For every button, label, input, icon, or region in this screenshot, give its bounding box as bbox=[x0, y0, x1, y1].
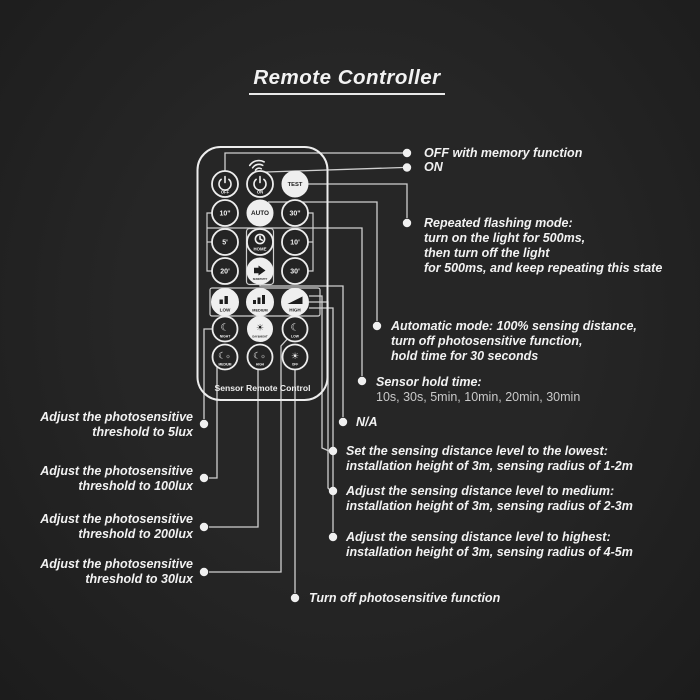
svg-text:☾: ☾ bbox=[253, 350, 262, 361]
dot-dist-medium bbox=[329, 487, 337, 495]
button-lux-high-label: HIGH bbox=[256, 362, 264, 367]
dot-na bbox=[339, 418, 347, 426]
dot-hold-time bbox=[358, 377, 366, 385]
button-distance-high bbox=[282, 289, 309, 316]
button-sensitivity bbox=[247, 258, 273, 284]
button-test bbox=[282, 171, 308, 197]
annotation-dist-medium bbox=[346, 484, 633, 514]
dot-lux100 bbox=[200, 474, 208, 482]
annotation-line: Adjust the photosensitive bbox=[40, 512, 193, 526]
button-day-night-label: DAY&NIGHT bbox=[252, 335, 268, 339]
annotation-subline: 10s, 30s, 5min, 10min, 20min, 30min bbox=[376, 389, 581, 404]
annotation-na bbox=[356, 415, 378, 430]
annotation-line: OFF with memory function bbox=[424, 146, 583, 160]
button-lux-off-label: OFF bbox=[291, 362, 299, 367]
button-5m-label: 5' bbox=[222, 239, 228, 247]
annotation-off-memory bbox=[424, 146, 582, 161]
annotation-automatic bbox=[391, 319, 637, 364]
connector-lux100 bbox=[209, 360, 219, 478]
annotation-photo-off bbox=[309, 591, 500, 606]
annotation-line: installation height of 3m, sensing radius of 1-2m bbox=[346, 458, 633, 473]
annotation-line: then turn off the light bbox=[424, 245, 550, 260]
button-distance-low-label: LOW bbox=[219, 307, 231, 313]
button-off bbox=[212, 171, 238, 197]
annotation-line: threshold to 30lux bbox=[85, 572, 193, 586]
button-lux-low bbox=[283, 317, 308, 342]
button-20m bbox=[212, 258, 238, 284]
annotation-line: installation height of 3m, sensing radius of 2-3m bbox=[346, 498, 633, 513]
annotation-line: threshold to 5lux bbox=[92, 425, 193, 439]
button-night bbox=[213, 317, 238, 342]
button-10m-label: 10' bbox=[290, 239, 300, 247]
button-10m bbox=[282, 229, 308, 255]
wifi-icon bbox=[249, 159, 266, 171]
button-off-label: OFF bbox=[220, 189, 230, 195]
annotation-flashing bbox=[424, 216, 662, 276]
remote-footer-label: Sensor Remote Control bbox=[214, 383, 311, 393]
svg-text:☼: ☼ bbox=[225, 354, 231, 360]
button-on bbox=[247, 171, 273, 197]
annotation-line: Set the sensing distance level to the lowest: bbox=[346, 443, 608, 458]
dot-lux200 bbox=[200, 523, 208, 531]
button-distance-medium-label: MEDIUM bbox=[252, 308, 268, 313]
page-title bbox=[197, 66, 497, 95]
annotation-line: turn on the light for 500ms, bbox=[424, 230, 586, 245]
annotation-line: hold time for 30 seconds bbox=[391, 348, 539, 363]
connector-on bbox=[266, 168, 403, 173]
dot-on bbox=[403, 163, 411, 171]
svg-text:☼: ☼ bbox=[260, 354, 266, 360]
button-night-label: NIGHT bbox=[219, 334, 231, 339]
button-30m bbox=[282, 258, 308, 284]
annotation-dist-highest bbox=[346, 530, 633, 560]
annotation-line: Adjust the photosensitive bbox=[40, 410, 193, 424]
button-lux-medium-label: MEDIUM bbox=[218, 362, 232, 367]
button-home-label: HOME bbox=[253, 246, 267, 252]
button-auto bbox=[247, 200, 273, 226]
annotation-dist-lowest bbox=[346, 444, 633, 474]
button-test-label: TEST bbox=[287, 182, 303, 188]
annotation-line: Adjust the photosensitive bbox=[40, 557, 193, 571]
connector-lux5 bbox=[204, 329, 215, 419]
moon-icon: ☾ bbox=[220, 322, 230, 334]
button-distance-medium bbox=[247, 289, 274, 316]
button-lux-medium bbox=[213, 345, 238, 370]
dot-lux30 bbox=[200, 568, 208, 576]
button-30s-label: 30" bbox=[289, 210, 301, 218]
moon-icon: ☾ bbox=[290, 322, 300, 334]
sun-icon: ☀ bbox=[290, 351, 300, 361]
connector-dist-lowest bbox=[309, 296, 329, 451]
annotation-line: threshold to 200lux bbox=[78, 527, 193, 541]
annotation-line: Adjust the sensing distance level to medium: bbox=[346, 483, 615, 498]
connector-test bbox=[308, 184, 407, 218]
button-10s-label: 10" bbox=[219, 210, 231, 218]
button-day-night bbox=[248, 317, 273, 342]
connector-lux30 bbox=[209, 336, 290, 572]
button-30s bbox=[282, 200, 308, 226]
annotation-line: Automatic mode: 100% sensing distance, bbox=[391, 318, 637, 333]
annotation-line: Repeated flashing mode: bbox=[424, 215, 573, 230]
annotation-line: turn off photosensitive function, bbox=[391, 333, 583, 348]
annotation-line: for 500ms, and keep repeating this state bbox=[424, 260, 663, 275]
button-auto-label: AUTO bbox=[251, 210, 269, 218]
button-distance-low bbox=[212, 289, 239, 316]
dot-lux5 bbox=[200, 420, 208, 428]
button-home bbox=[247, 229, 273, 255]
page-title-text: Remote Controller bbox=[249, 66, 444, 95]
button-10s bbox=[212, 200, 238, 226]
button-lux-high bbox=[248, 345, 273, 370]
annotation-lux5 bbox=[13, 410, 193, 440]
annotation-line: ON bbox=[424, 160, 443, 174]
annotation-lux30 bbox=[13, 557, 193, 587]
annotation-lux200 bbox=[13, 512, 193, 542]
annotation-line: threshold to 100lux bbox=[78, 479, 193, 493]
button-30m-label: 30' bbox=[290, 268, 300, 276]
svg-text:☾: ☾ bbox=[218, 350, 227, 361]
dot-off-memory bbox=[403, 149, 411, 157]
button-20m-label: 20' bbox=[220, 268, 230, 276]
sun-icon: ☀ bbox=[255, 322, 265, 333]
connector-dist-highest bbox=[309, 308, 333, 532]
annotation-hold-time bbox=[376, 375, 580, 405]
dot-flashing bbox=[403, 219, 411, 227]
dot-dist-highest bbox=[329, 533, 337, 541]
annotation-line: Turn off photosensitive function bbox=[309, 590, 501, 605]
annotation-line: Adjust the photosensitive bbox=[40, 464, 193, 478]
annotation-line: N/A bbox=[356, 415, 378, 429]
button-sensitivity-label: SENSITIVITY bbox=[252, 278, 268, 281]
button-5m bbox=[212, 229, 238, 255]
annotation-lux100 bbox=[13, 464, 193, 494]
dot-photo-off bbox=[291, 594, 299, 602]
button-lux-off bbox=[283, 345, 308, 370]
annotation-on bbox=[424, 160, 443, 175]
button-on-label: ON bbox=[256, 189, 264, 195]
annotation-line: Sensor hold time: bbox=[376, 374, 482, 389]
dot-automatic bbox=[373, 322, 381, 330]
annotation-line: installation height of 3m, sensing radius of 4-5m bbox=[346, 544, 633, 559]
dot-dist-lowest bbox=[329, 447, 337, 455]
annotation-line: Adjust the sensing distance level to highest: bbox=[346, 529, 611, 544]
button-lux-low-label: LOW bbox=[291, 334, 299, 339]
button-distance-high-label: HIGH bbox=[289, 307, 301, 313]
